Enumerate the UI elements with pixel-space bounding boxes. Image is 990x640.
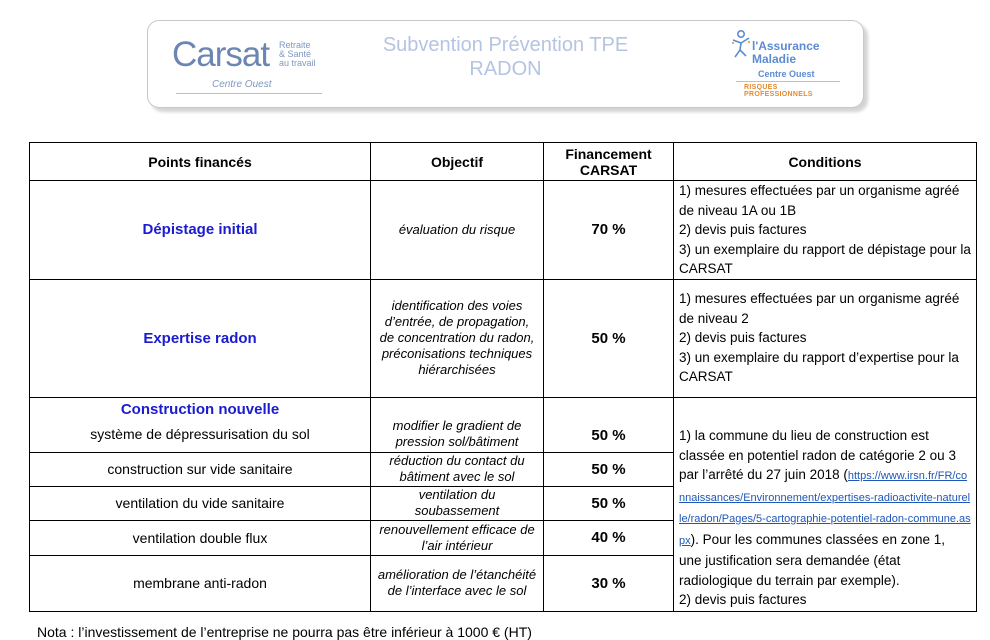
carsat-logo-underline — [176, 93, 322, 94]
point-expertise: Expertise radon — [143, 329, 257, 347]
point-cell — [30, 279, 371, 397]
condition-text: 1) la commune du lieu de construction est classée en potentiel radon de catégorie 2 ou 3 par l’arrêté du 27 juin 2018 — [679, 428, 956, 482]
conditions-depistage — [674, 181, 977, 280]
point-ventilation-vide: ventilation du vide sanitaire — [30, 486, 371, 520]
condition-line: 3) un exemplaire du rapport de dépistage pour la CARSAT — [679, 241, 971, 276]
point-depistage: Dépistage initial — [142, 221, 258, 239]
header-financement — [544, 143, 674, 181]
header-financement-line: Financement — [565, 145, 652, 162]
table-row — [30, 181, 977, 280]
header-banner — [147, 20, 864, 108]
condition-line: 2) devis puis factures — [679, 592, 807, 607]
assurance-maladie-underline — [736, 81, 840, 82]
conditions-construction — [674, 397, 977, 611]
condition-paren: ( — [843, 467, 848, 482]
point-membrane: membrane anti-radon — [30, 555, 371, 611]
financement-vide-sanitaire: 50 % — [544, 452, 674, 486]
financement-depistage: 70 % — [544, 181, 674, 280]
assurance-maladie-region: Centre Ouest — [758, 69, 815, 79]
point-vide-sanitaire: construction sur vide sanitaire — [30, 452, 371, 486]
assurance-maladie-logo — [726, 29, 844, 99]
objectif-double-flux: renouvellement efficace de l’air intérieur — [371, 520, 544, 555]
carsat-tagline-line: Retraite — [279, 40, 311, 50]
assurance-maladie-name — [752, 40, 820, 66]
objectif-depistage: évaluation du risque — [371, 181, 544, 280]
banner-title-line1: Subvention Prévention TPE — [382, 34, 629, 56]
financement-membrane: 30 % — [544, 555, 674, 611]
objectif-vide-sanitaire: réduction du contact du bâtiment avec le sol — [371, 452, 544, 486]
financement-construction: 50 % — [544, 397, 674, 452]
condition-line: 1) mesures effectuées par un organisme agréé de niveau 1A ou 1B — [679, 183, 960, 218]
header-conditions: Conditions — [674, 143, 977, 181]
table-row — [30, 397, 977, 452]
point-cell — [30, 397, 371, 452]
construction-heading: Construction nouvelle — [120, 400, 280, 418]
table-row — [30, 279, 977, 397]
carsat-logo — [170, 35, 330, 95]
objectif-construction: modifier le gradient de pression sol/bâtiment — [371, 397, 544, 452]
carsat-logo-region: Centre Ouest — [212, 79, 272, 90]
banner-title — [348, 33, 663, 81]
objectif-ventilation-vide: ventilation du soubassement — [371, 486, 544, 520]
carsat-logo-word: Carsat — [172, 35, 270, 74]
assurance-maladie-branch: RISQUES PROFESSIONNELS — [744, 84, 813, 98]
point-double-flux: ventilation double flux — [30, 520, 371, 555]
carsat-tagline-line: & Santé — [279, 49, 312, 59]
financement-ventilation-vide: 50 % — [544, 486, 674, 520]
point-cell — [30, 181, 371, 280]
header-financement-line: CARSAT — [579, 161, 638, 178]
header-points: Points financés — [30, 143, 371, 181]
carsat-tagline-line: au travail — [279, 58, 316, 68]
am-name-line: l'Assurance — [752, 39, 820, 53]
carsat-logo-tagline — [279, 41, 316, 68]
objectif-expertise: identification des voies d’entrée, de propagation, de concentration du radon, préconisations techniques hiérarchisées — [371, 279, 544, 397]
condition-line: 2) devis puis factures — [679, 222, 807, 237]
irsn-link[interactable]: https://www.irsn.fr/FR/connaissances/Environnement/expertises-radioactivite-naturelle/radon/Pages/5-cartographie-potentiel-radon-commune.aspx — [679, 470, 971, 547]
banner-title-line2: RADON — [469, 58, 542, 80]
financement-expertise: 50 % — [544, 279, 674, 397]
condition-line: 1) mesures effectuées par un organisme agréé de niveau 2 — [679, 291, 960, 326]
table-header-row — [30, 143, 977, 181]
condition-text: ). Pour les communes classées en zone 1, une justification sera demandée (état radiologique du terrain par exemple). — [679, 531, 945, 588]
header-objectif: Objectif — [371, 143, 544, 181]
assurance-maladie-figure-icon — [730, 29, 752, 59]
nota-footnote: Nota : l’investissement de l’entreprise ne pourra pas être inférieur à 1000 € (HT) — [37, 624, 532, 640]
point-construction: système de dépressurisation du sol — [90, 425, 310, 442]
am-name-line: Maladie — [752, 52, 797, 66]
conditions-expertise — [674, 279, 977, 397]
condition-line: 2) devis puis factures — [679, 330, 807, 346]
condition-line: 3) un exemplaire du rapport d’expertise pour la CARSAT — [679, 349, 959, 385]
financement-double-flux: 40 % — [544, 520, 674, 555]
objectif-membrane: amélioration de l’étanchéité de l’interface avec le sol — [371, 555, 544, 611]
subsidy-table — [29, 142, 977, 612]
